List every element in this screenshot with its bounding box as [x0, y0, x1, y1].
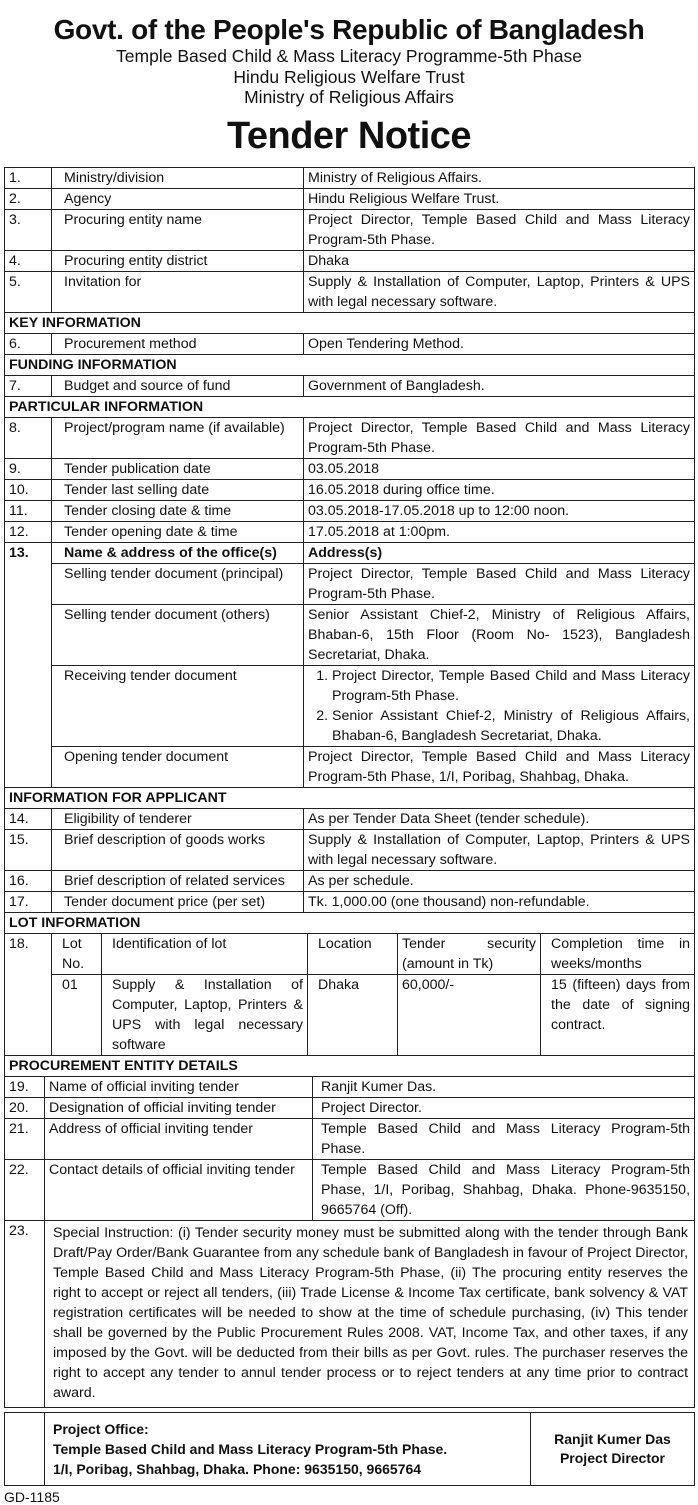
row-label: Invitation for: [52, 271, 304, 312]
table-row: [5, 188, 695, 209]
lot-data-row: [5, 974, 695, 1055]
row-number: 12.: [5, 521, 52, 542]
row-value: As per Tender Data Sheet (tender schedule).: [304, 808, 695, 829]
row-number: 4.: [5, 250, 52, 271]
row-value: Address(s): [304, 542, 695, 563]
row-label: Agency: [52, 188, 304, 209]
table-row: [5, 521, 695, 542]
lot-location: Dhaka: [308, 974, 398, 1055]
footer-row: [5, 1412, 695, 1485]
section-heading: [5, 354, 695, 375]
signer-title: Project Director: [559, 1449, 666, 1466]
table-row: [5, 891, 695, 912]
table-row: [5, 1097, 695, 1118]
procurement-table: [4, 1055, 695, 1408]
row-value: Project Director, Temple Based Child and Mass Literacy Program-5th Phase.: [304, 417, 695, 458]
lot-completion-header: Completion time in weeks/months: [541, 933, 695, 974]
section-heading: [5, 312, 695, 333]
row-number: 2.: [5, 188, 52, 209]
project-office-line: 1/I, Poribag, Shahbag, Dhaka. Phone: 9635150, 9665764: [53, 1460, 422, 1477]
row-label: Tender document price (per set): [52, 891, 304, 912]
trust-name: Hindu Religious Welfare Trust: [233, 66, 465, 87]
lot-table: [4, 933, 695, 1056]
row-value: Senior Assistant Chief-2, Ministry of Religious Affairs, Bhaban-6, 15th Floor (Room No- 1523), Bangladesh Secretariat, Dhaka.: [304, 604, 695, 665]
row-label: Contact details of official inviting tender: [45, 1159, 313, 1220]
row-number: 16.: [5, 870, 52, 891]
row-label: Tender closing date & time: [52, 500, 304, 521]
tender-notice-page: [4, 0, 694, 1505]
row-value: Temple Based Child and Mass Literacy Program-5th Phase.: [313, 1118, 695, 1159]
footer-table: [4, 1412, 695, 1486]
row-label: Designation of official inviting tender: [45, 1097, 313, 1118]
project-office-label: Project Office:: [53, 1420, 149, 1437]
list-item: 1. Project Director, Temple Based Child and Mass Literacy Program-5th Phase.: [332, 666, 690, 706]
row-value: Project Director, Temple Based Child and Mass Literacy Program-5th Phase.: [304, 563, 695, 604]
table-row: [5, 209, 695, 250]
lot-location-header: Location: [308, 933, 398, 974]
table-row: [5, 479, 695, 500]
table-row: [5, 808, 695, 829]
row-label: Eligibility of tenderer: [52, 808, 304, 829]
row-number: 14.: [5, 808, 52, 829]
row-number: 10.: [5, 479, 52, 500]
table-row: [5, 746, 695, 787]
row-value: Dhaka: [304, 250, 695, 271]
section-heading: [5, 787, 695, 808]
section-heading: [5, 912, 695, 933]
section-heading: [5, 396, 695, 417]
lot-identification-header: Identification of lot: [102, 933, 308, 974]
row-value: Supply & Installation of Computer, Laptop, Printers & UPS with legal necessary software.: [304, 829, 695, 870]
row-number: 21.: [5, 1118, 45, 1159]
govt-title: Govt. of the People's Republic of Bangladesh: [53, 14, 645, 45]
row-value: 03.05.2018: [304, 458, 695, 479]
row-value: 03.05.2018-17.05.2018 up to 12:00 noon.: [304, 500, 695, 521]
lot-security-header: Tender security (amount in Tk): [398, 933, 541, 974]
row-value: [304, 665, 695, 746]
row-value: Tk. 1,000.00 (one thousand) non-refundable.: [304, 891, 695, 912]
row-value: Temple Based Child and Mass Literacy Program-5th Phase, 1/I, Poribag, Shahbag, Dhaka. Phone-9635150, 9665764 (Off).: [313, 1159, 695, 1220]
footer-spacer: [5, 1412, 45, 1485]
row-number: 17.: [5, 891, 52, 912]
table-row: [5, 1220, 695, 1407]
table-row: [5, 271, 695, 312]
row-number: 7.: [5, 375, 52, 396]
row-number: 23.: [5, 1220, 45, 1407]
special-instruction: Special Instruction: (i) Tender security money must be submitted along with the tender through Bank Draft/Pay Order/Bank Guarantee from any schedule bank of Bangladesh in favour of Project Director, Temple Based Child and Mass Literacy Program-5th Phase, (ii) The procuring entity reserves the right to accept or reject all tenders, (iii) Trade License & Income Tax certificate, bank solvency & VAT registration certificates will be needed to show at the time of schedule purchasing, (iv) This tender shall be governed by the Public Procurement Rules 2008. VAT, Income Tax, and other taxes, if any imposed by the Govt. will be deducted from their bills as per Govt. rules. The purchaser reserves the right to accept any tender to annul tender process or to reject tenders at any time prior to contract award.: [45, 1220, 695, 1407]
table-row: [5, 1076, 695, 1097]
row-label: Ministry/division: [52, 167, 304, 188]
project-office-line: Temple Based Child and Mass Literacy Program-5th Phase.: [53, 1440, 448, 1457]
table-row: [5, 250, 695, 271]
table-row: [5, 542, 695, 563]
lot-identification: Supply & Installation of Computer, Laptop, Printers & UPS with legal necessary software: [102, 974, 308, 1055]
section-particular-information: PARTICULAR INFORMATION: [5, 396, 695, 417]
row-number: 8.: [5, 417, 52, 458]
row-label: Tender opening date & time: [52, 521, 304, 542]
row-value: Hindu Religious Welfare Trust.: [304, 188, 695, 209]
lot-header-row: [5, 933, 695, 974]
row-label: Procurement method: [52, 333, 304, 354]
section-key-information: KEY INFORMATION: [5, 312, 695, 333]
row-label: Selling tender document (principal): [52, 563, 304, 604]
row-label: Procuring entity district: [52, 250, 304, 271]
row-value: Ranjit Kumer Das.: [313, 1076, 695, 1097]
notice-header: [4, 16, 694, 155]
project-office: [45, 1412, 531, 1485]
row-number: 6.: [5, 333, 52, 354]
row-value: 16.05.2018 during office time.: [304, 479, 695, 500]
section-procurement-entity: PROCUREMENT ENTITY DETAILS: [5, 1055, 695, 1076]
table-row: [5, 458, 695, 479]
row-value: Project Director, Temple Based Child and Mass Literacy Program-5th Phase.: [304, 209, 695, 250]
row-value: Project Director.: [313, 1097, 695, 1118]
row-number: 1.: [5, 167, 52, 188]
table-row: [5, 375, 695, 396]
row-number: 11.: [5, 500, 52, 521]
row-label: Procuring entity name: [52, 209, 304, 250]
row-value: 17.05.2018 at 1:00pm.: [304, 521, 695, 542]
receiving-list: [308, 666, 690, 746]
signatory: [531, 1412, 695, 1485]
section-lot-information: LOT INFORMATION: [5, 912, 695, 933]
row-value: Government of Bangladesh.: [304, 375, 695, 396]
notice-code: GD-1185: [4, 1488, 60, 1505]
row-number: 9.: [5, 458, 52, 479]
row-number: 18.: [5, 933, 52, 1055]
row-value: Open Tendering Method.: [304, 333, 695, 354]
row-label: Brief description of related services: [52, 870, 304, 891]
table-row: [5, 167, 695, 188]
row-label: Receiving tender document: [52, 665, 304, 746]
row-label: Tender publication date: [52, 458, 304, 479]
row-number: 5.: [5, 271, 52, 312]
row-value: Supply & Installation of Computer, Laptop, Printers & UPS with legal necessary software.: [304, 271, 695, 312]
list-item: 2. Senior Assistant Chief-2, Ministry of Religious Affairs, Bhaban-6, Bangladesh Secretariat, Dhaka.: [332, 706, 690, 746]
row-value: Ministry of Religious Affairs.: [304, 167, 695, 188]
row-label: Budget and source of fund: [52, 375, 304, 396]
lot-number: 01: [52, 974, 102, 1055]
tender-table: [4, 167, 695, 934]
row-label: Address of official inviting tender: [45, 1118, 313, 1159]
section-applicant: INFORMATION FOR APPLICANT: [5, 787, 695, 808]
row-label: Opening tender document: [52, 746, 304, 787]
table-row: [5, 333, 695, 354]
section-funding-information: FUNDING INFORMATION: [5, 354, 695, 375]
ministry-name: Ministry of Religious Affairs: [244, 87, 454, 107]
row-label: Project/program name (if available): [52, 417, 304, 458]
table-row: [5, 1159, 695, 1220]
table-row: [5, 604, 695, 665]
row-number: 19.: [5, 1076, 45, 1097]
row-label: Selling tender document (others): [52, 604, 304, 665]
page-title: Tender Notice: [226, 114, 472, 157]
row-number: 15.: [5, 829, 52, 870]
lot-completion: 15 (fifteen) days from the date of signing contract.: [541, 974, 695, 1055]
row-label: Brief description of goods works: [52, 829, 304, 870]
section-heading: [5, 1055, 695, 1076]
table-row: [5, 500, 695, 521]
programme-name: Temple Based Child & Mass Literacy Programme-5th Phase: [116, 46, 582, 66]
signer-name: Ranjit Kumer Das: [554, 1430, 671, 1447]
row-label: Name & address of the office(s): [52, 542, 304, 563]
row-number: 3.: [5, 209, 52, 250]
table-row: [5, 563, 695, 604]
row-value: Project Director, Temple Based Child and Mass Literacy Program-5th Phase, 1/I, Poribag, Shahbag, Dhaka.: [304, 746, 695, 787]
row-number: 22.: [5, 1159, 45, 1220]
table-row: [5, 870, 695, 891]
row-number: 13.: [5, 542, 52, 787]
row-label: Name of official inviting tender: [45, 1076, 313, 1097]
lot-no-header: Lot No.: [52, 933, 102, 974]
row-label: Tender last selling date: [52, 479, 304, 500]
lot-security: 60,000/-: [398, 974, 541, 1055]
table-row: [5, 829, 695, 870]
table-row: [5, 417, 695, 458]
row-number: 20.: [5, 1097, 45, 1118]
row-value: As per schedule.: [304, 870, 695, 891]
table-row: [5, 665, 695, 746]
table-row: [5, 1118, 695, 1159]
